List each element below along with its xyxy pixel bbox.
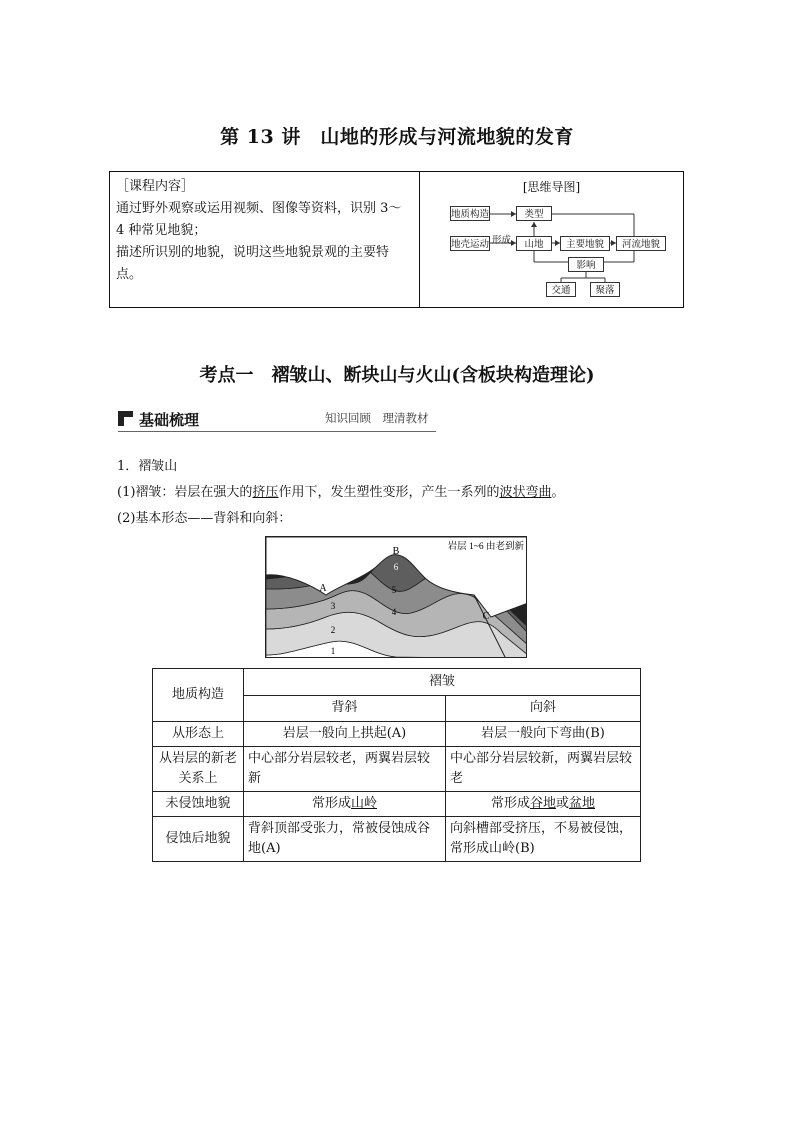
mind-map-panel <box>420 172 683 307</box>
page-title: 第 13 讲 山地的形成与河流地貌的发育 <box>220 126 574 148</box>
header-anticline: 背斜 <box>244 695 446 722</box>
cell-syncline: 岩层一般向下弯曲(B) <box>446 722 641 747</box>
layer-label-6: 6 <box>393 562 399 572</box>
row-label: 未侵蚀地貌 <box>153 792 244 817</box>
curriculum-heading: ［课程内容］ <box>116 179 195 194</box>
cell-text: 或 <box>556 796 570 811</box>
banner-subtitle: 知识回顾 理清教材 <box>325 411 429 425</box>
mind-map-node-main-landform: 主要地貌 <box>560 236 610 251</box>
cell-text: 常形成 <box>490 796 530 811</box>
fold-comparison-table <box>152 668 641 862</box>
cell-term: 盆地 <box>569 796 596 811</box>
section-banner <box>118 409 436 435</box>
section-title: 考点一 褶皱山、断块山与火山(含板块构造理论) <box>199 365 595 386</box>
fold-diagram <box>265 536 527 658</box>
table-header-row <box>153 669 641 696</box>
curriculum-line: 通过野外观察或运用视频、图像等资料，识别 3～ <box>116 201 402 216</box>
cell-anticline <box>244 792 446 817</box>
mind-map-node-influence: 影响 <box>568 257 604 272</box>
layer-label-5: 5 <box>391 585 397 595</box>
row-label: 侵蚀后地貌 <box>153 817 244 862</box>
fold-definition-text: (1)褶皱：岩层在强大的 <box>117 485 253 500</box>
mind-map-node-type: 类型 <box>516 206 552 221</box>
layer-label-1: 1 <box>330 646 336 656</box>
banner-label: 基础梳理 <box>139 411 200 429</box>
header-fold: 褶皱 <box>244 669 641 696</box>
header-geo-structure: 地质构造 <box>153 669 244 722</box>
mind-map-node-settlement: 聚落 <box>590 282 620 297</box>
curriculum-line: 描述所识别的地貌，说明这些地貌景观的主要特 <box>116 245 390 260</box>
cell-term: 山岭 <box>351 796 378 811</box>
table-row <box>153 747 641 792</box>
cell-text: 常形成 <box>311 796 351 811</box>
row-label: 从形态上 <box>153 722 244 747</box>
intro-box <box>109 171 684 308</box>
table-row <box>153 817 641 862</box>
layer-label-2: 2 <box>330 625 336 635</box>
item-basic-forms: (2)基本形态——背斜和向斜： <box>117 511 292 526</box>
cell-anticline: 岩层一般向上拱起(A) <box>244 722 446 747</box>
mind-map-node-river-landform: 河流地貌 <box>616 236 666 251</box>
fold-diagram-svg <box>266 537 527 658</box>
curriculum-line: 4 种常见地貌； <box>116 223 207 238</box>
fold-definition-text: 。 <box>551 485 565 500</box>
cell-syncline: 中心部分岩层较新，两翼岩层较老 <box>446 747 641 792</box>
cell-syncline <box>446 792 641 817</box>
label-c: C <box>482 611 490 622</box>
header-syncline: 向斜 <box>446 695 641 722</box>
cell-anticline: 中心部分岩层较老，两翼岩层较新 <box>244 747 446 792</box>
mind-map-node-mountain: 山地 <box>516 236 552 251</box>
label-b: B <box>392 546 400 557</box>
table-row <box>153 722 641 747</box>
item-fold-mountain: 1．褶皱山 <box>117 459 178 474</box>
mind-map-node-crust-movement: 地壳运动 <box>450 236 490 251</box>
row-label: 从岩层的新老关系上 <box>153 747 244 792</box>
layer-label-4: 4 <box>391 607 397 617</box>
fold-definition-text: 作用下，发生塑性变形，产生一系列的 <box>278 485 500 500</box>
cell-anticline: 背斜顶部受张力，常被侵蚀成谷地(A) <box>244 817 446 862</box>
mind-map-node-geo-structure: 地质构造 <box>450 206 490 221</box>
curriculum-panel <box>110 172 420 307</box>
cell-term: 谷地 <box>529 796 556 811</box>
diagram-caption: 岩层 1~6 由老到新 <box>447 542 524 552</box>
cell-syncline: 向斜槽部受挤压，不易被侵蚀，常形成山岭(B) <box>446 817 641 862</box>
mind-map-label-formation: 形成 <box>492 235 512 246</box>
banner-divider <box>118 431 436 432</box>
curriculum-line: 点。 <box>116 267 143 282</box>
mind-map-node-traffic: 交通 <box>546 282 576 297</box>
table-row <box>153 792 641 817</box>
banner-square-icon <box>118 411 133 426</box>
mind-map-title: [思维导图] <box>522 180 581 194</box>
label-a: A <box>319 583 327 594</box>
fold-definition <box>117 481 564 500</box>
layer-label-3: 3 <box>330 601 336 611</box>
fold-definition-term-compression: 挤压 <box>252 485 279 500</box>
fold-definition-term-wave: 波状弯曲 <box>499 485 552 500</box>
